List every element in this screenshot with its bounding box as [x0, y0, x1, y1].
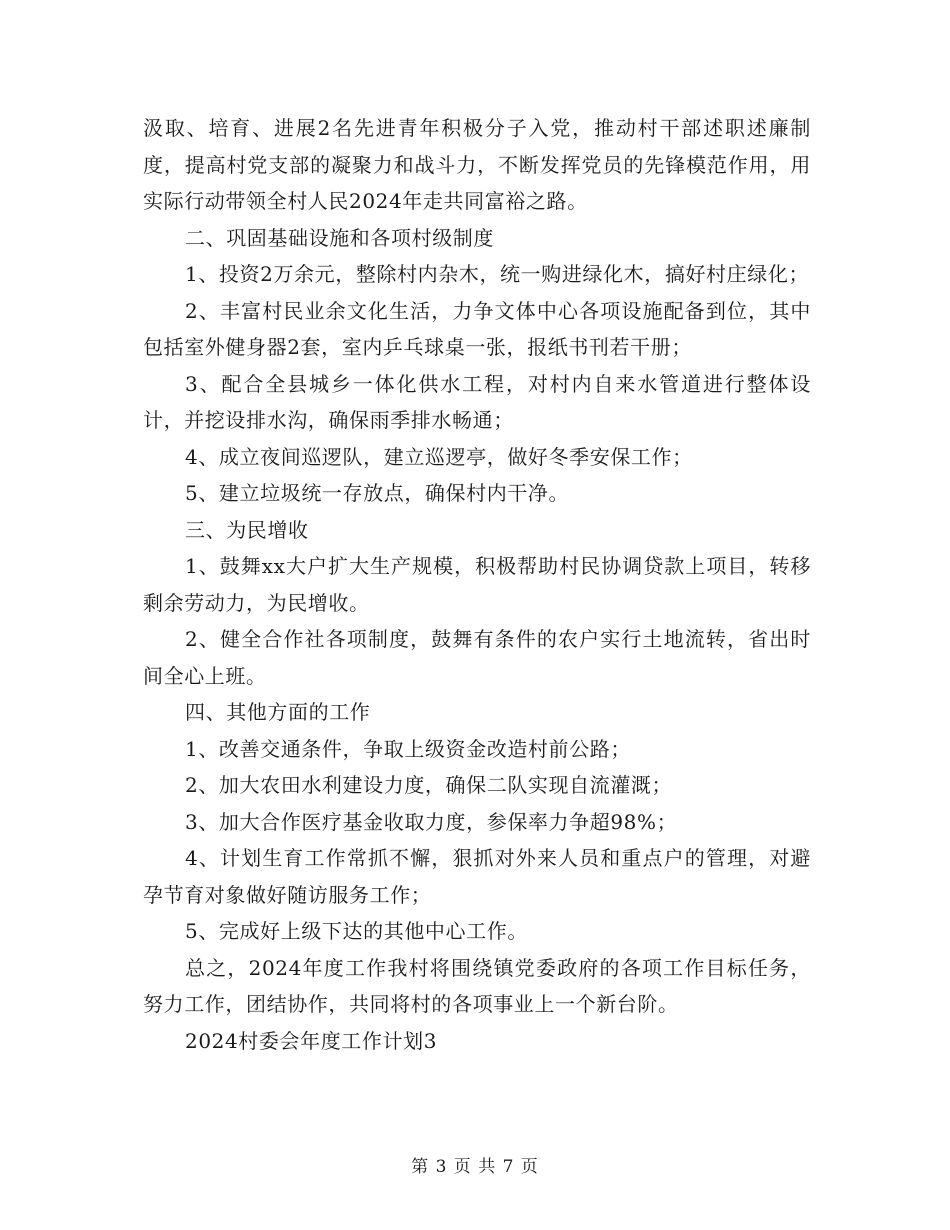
list-item: 5、完成好上级下达的其他中心工作。 [185, 919, 528, 943]
list-item: 3、加大合作医疗基金收取力度，参保率力争超98%； [185, 809, 678, 834]
page-number: 第 3 页 共 7 页 [411, 1157, 539, 1177]
section-heading-3: 三、为民增收 [185, 517, 309, 542]
list-item: 4、成立夜间巡逻队，建立巡逻亭，做好冬季安保工作； [185, 444, 693, 469]
document-body [143, 110, 811, 1059]
list-item: 2、加大农田水利建设力度，确保二队实现自流灌溉； [185, 773, 673, 797]
page-footer [0, 1152, 950, 1177]
list-item: 1、改善交通条件，争取上级资金改造村前公路； [185, 736, 631, 761]
list-item: 2、丰富村民业余文化生活，力争文体中心各项设施配备到位，其中包括室外健身器2套，室内乒乓球桌一张，报纸书刊若干册； [143, 298, 811, 359]
section-heading-2: 二、巩固基础设施和各项村级制度 [185, 225, 494, 250]
paragraph-1: 汲取、培育、进展2名先进青年积极分子入党，推动村干部述职述廉制度，提高村党支部的凝聚力和战斗力，不断发挥党员的先锋模范作用，用实际行动带领全村人民2024年走共同富裕之路。 [143, 116, 811, 213]
list-item: 5、建立垃圾统一存放点，确保村内干净。 [185, 481, 570, 505]
section-heading-4: 四、其他方面的工作 [185, 700, 371, 724]
summary-paragraph: 总之，2024年度工作我村将围绕镇党委政府的各项工作目标任务，努力工作，团结协作，共同将村的各项事业上一个新台阶。 [143, 955, 811, 1016]
next-section-title: 2024村委会年度工作计划3 [185, 1028, 438, 1053]
list-item: 1、鼓舞xx大户扩大生产规模，积极帮助村民协调贷款上项目，转移剩余劳动力，为民增收。 [143, 554, 811, 615]
list-item: 3、配合全县城乡一体化供水工程，对村内自来水管道进行整体设计，并挖设排水沟，确保雨季排水畅通； [143, 371, 811, 432]
list-item: 4、计划生育工作常抓不懈，狠抓对外来人员和重点户的管理，对避孕节育对象做好随访服务工作； [143, 846, 811, 907]
list-item: 2、健全合作社各项制度，鼓舞有条件的农户实行土地流转，省出时间全心上班。 [143, 627, 811, 688]
list-item: 1、投资2万余元，整除村内杂木，统一购进绿化木，搞好村庄绿化； [185, 262, 810, 286]
